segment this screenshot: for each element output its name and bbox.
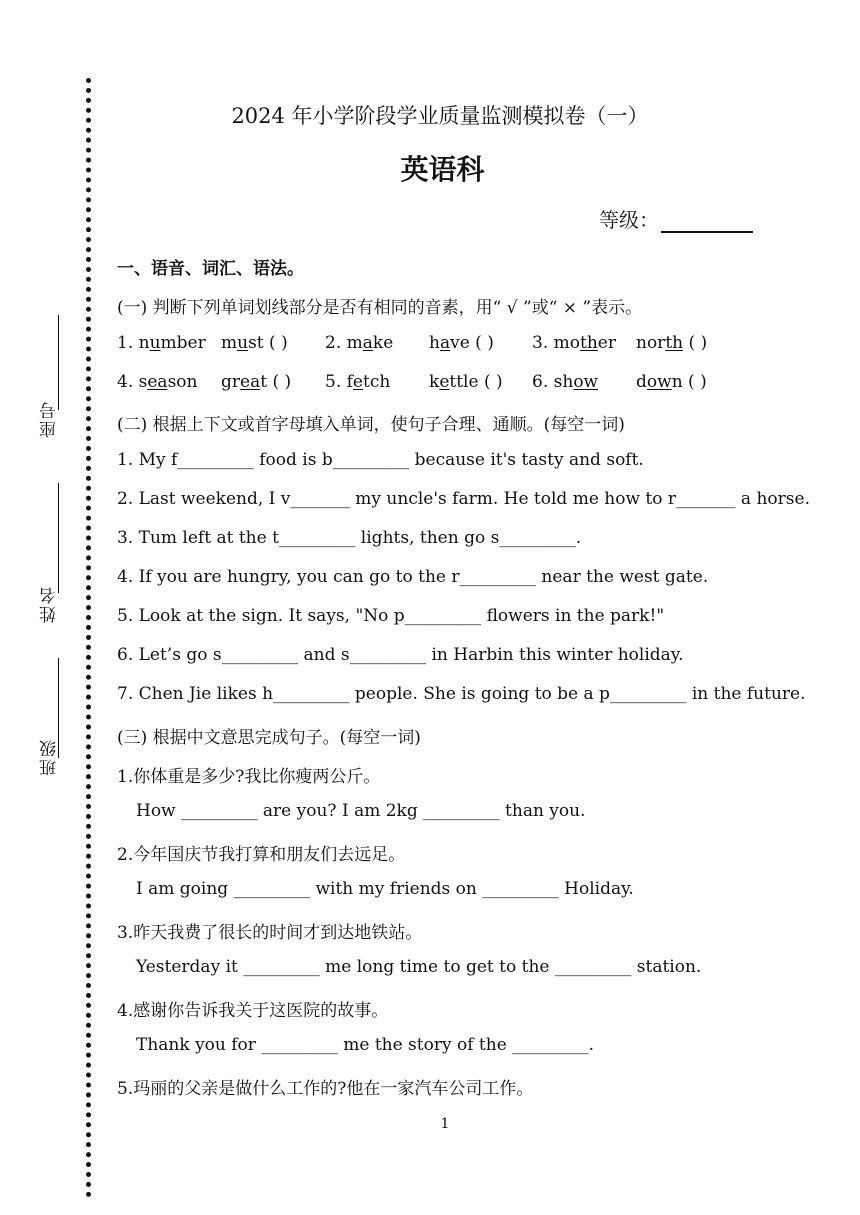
fill-blank-question: 5. Look at the sign. It says, "No p_________ flowers in the park!" [117, 606, 665, 626]
translation-chinese: 1.你体重是多少?我比你瘦两公斤。 [117, 767, 381, 787]
grade-blank[interactable] [661, 211, 753, 233]
grade-label: 等级： [599, 208, 659, 232]
class-label: 班级 [40, 738, 60, 776]
translation-chinese: 5.玛丽的父亲是做什么工作的?他在一家汽车公司工作。 [117, 1079, 534, 1099]
name-label: 姓名 [40, 585, 60, 623]
part1-instruction: (一) 判断下列单词划线部分是否有相同的音素，用“ √ ”或“ × ”表示。 [117, 298, 643, 318]
page-title: 2024 年小学阶段学业质量监测模拟卷（一） [231, 104, 649, 128]
class-field[interactable] [58, 658, 59, 758]
binding-dotted-line [86, 78, 91, 1198]
translation-english: How _________ are you? I am 2kg _________ than you. [136, 801, 586, 821]
translation-english: Yesterday it _________ me long time to get to the _________ station. [136, 957, 702, 977]
phonetics-item: 5. fetch [325, 372, 391, 392]
fill-blank-question: 4. If you are hungry, you can go to the r_________ near the west gate. [117, 567, 709, 587]
phonetics-item: 4. season [117, 372, 198, 392]
phonetics-item: 3. mother [532, 333, 616, 353]
seat-field[interactable] [58, 315, 59, 410]
fill-blank-question: 3. Tum left at the t_________ lights, then go s_________. [117, 528, 582, 548]
translation-english: Thank you for _________ me the story of the _________. [136, 1035, 595, 1055]
seat-label: 座号 [40, 400, 60, 438]
phonetics-item: 2. make [325, 333, 394, 353]
phonetics-item: 1. number [117, 333, 206, 353]
part3-instruction: (三) 根据中文意思完成句子。(每空一词) [117, 728, 421, 748]
phonetics-item: kettle ( ) [429, 372, 503, 392]
phonetics-item: great ( ) [221, 372, 292, 392]
fill-blank-question: 7. Chen Jie likes h_________ people. She is going to be a p_________ in the future. [117, 684, 806, 704]
name-field[interactable] [58, 483, 59, 593]
grade-field [599, 204, 753, 233]
fill-blank-question: 2. Last weekend, I v_______ my uncle's farm. He told me how to r_______ a horse. [117, 489, 810, 509]
fill-blank-question: 1. My f_________ food is b_________ because it's tasty and soft. [117, 450, 644, 470]
translation-chinese: 3.昨天我费了很长的时间才到达地铁站。 [117, 923, 423, 943]
phonetics-item: have ( ) [429, 333, 494, 353]
phonetics-item: must ( ) [221, 333, 288, 353]
phonetics-item: north ( ) [636, 333, 708, 353]
section-heading: 一、语音、词汇、语法。 [117, 259, 304, 279]
part2-instruction: (二) 根据上下文或首字母填入单词，使句子合理、通顺。(每空一词) [117, 415, 625, 435]
fill-blank-question: 6. Let’s go s_________ and s_________ in Harbin this winter holiday. [117, 645, 684, 665]
phonetics-row-1 [117, 333, 817, 357]
translation-chinese: 4.感谢你告诉我关于这医院的故事。 [117, 1001, 389, 1021]
subject-title: 英语科 [400, 153, 485, 186]
phonetics-row-2 [117, 372, 817, 396]
phonetics-item: down ( ) [636, 372, 707, 392]
page-number: 1 [440, 1116, 450, 1132]
translation-english: I am going _________ with my friends on _________ Holiday. [136, 879, 634, 899]
translation-chinese: 2.今年国庆节我打算和朋友们去远足。 [117, 845, 406, 865]
phonetics-item: 6. show [532, 372, 599, 392]
